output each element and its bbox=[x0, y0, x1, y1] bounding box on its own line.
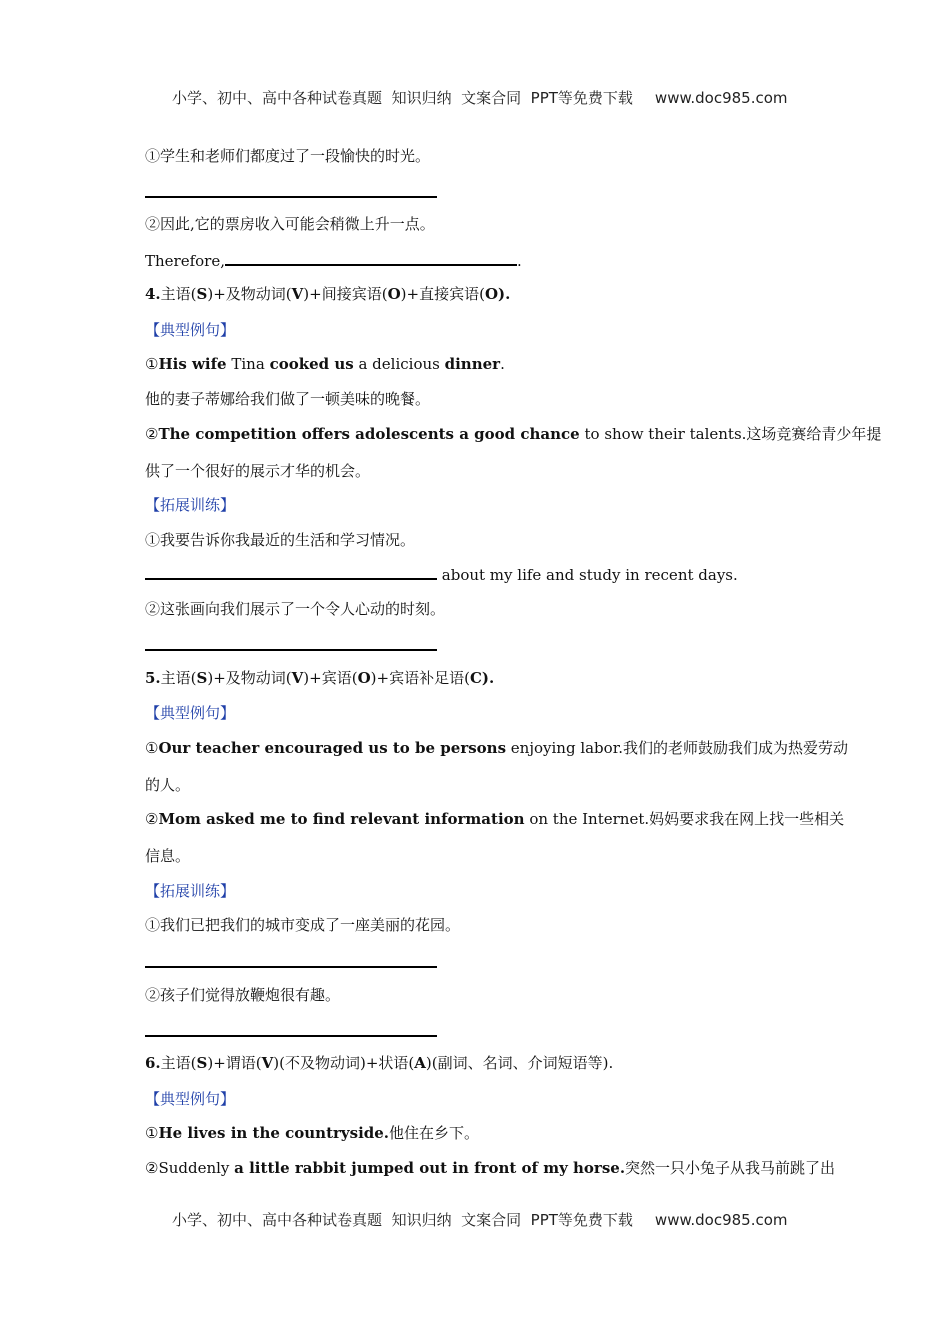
heading-part: V bbox=[291, 669, 304, 687]
ex-part: enjoying labor.我们的老师鼓励我们成为热爱劳动 bbox=[506, 739, 848, 757]
answer-suffix: about my life and study in recent days. bbox=[437, 566, 738, 584]
ex-part: ① bbox=[145, 355, 159, 373]
heading-part: 主语( bbox=[160, 285, 197, 303]
footer-text: 小学、初中、高中各种试卷真题 知识归纳 文案合同 PPT等免费下载 bbox=[172, 1211, 633, 1229]
practice-answer-line bbox=[145, 250, 815, 271]
practice-item: ①学生和老师们都度过了一段愉快的时光。 bbox=[145, 147, 431, 165]
example-sentence bbox=[145, 809, 845, 829]
practice-tag: 【拓展训练】 bbox=[145, 882, 236, 900]
ex-part: His wife bbox=[158, 355, 227, 373]
example-sentence bbox=[145, 738, 848, 758]
example-continuation: 的人。 bbox=[145, 776, 191, 794]
page-header bbox=[0, 69, 950, 108]
example-sentence bbox=[145, 354, 815, 374]
heading-part: O bbox=[387, 285, 401, 303]
ex-part: cooked us bbox=[269, 355, 354, 373]
ex-part: Mom asked me to find relevant information bbox=[158, 810, 525, 828]
header-text: 小学、初中、高中各种试卷真题 知识归纳 文案合同 PPT等免费下载 bbox=[172, 89, 633, 107]
practice-tag: 【拓展训练】 bbox=[145, 496, 236, 514]
section-heading bbox=[145, 1053, 815, 1073]
heading-part: )+谓语( bbox=[207, 1054, 262, 1072]
page-footer bbox=[0, 1191, 950, 1230]
practice-item: ②这张画向我们展示了一个令人心动的时刻。 bbox=[145, 600, 446, 618]
ex-part: ① bbox=[145, 1124, 159, 1142]
example-sentence bbox=[145, 424, 882, 444]
example-tag: 【典型例句】 bbox=[145, 704, 236, 722]
ex-part: on the Internet.妈妈要求我在网上找一些相关 bbox=[524, 810, 845, 828]
heading-part: 主语( bbox=[160, 669, 197, 687]
heading-part: V bbox=[291, 285, 304, 303]
ex-part: 他住在乡下。 bbox=[389, 1124, 480, 1142]
ex-part: ① bbox=[145, 739, 159, 757]
heading-part: O bbox=[357, 669, 371, 687]
section-number: 4. bbox=[145, 285, 161, 303]
answer-blank[interactable] bbox=[145, 564, 437, 580]
ex-part: to show their talents.这场竞赛给青少年提 bbox=[579, 425, 882, 443]
example-sentence bbox=[145, 1123, 815, 1143]
answer-blank[interactable] bbox=[145, 1035, 437, 1037]
heading-part: )+直接宾语( bbox=[400, 285, 485, 303]
answer-blank[interactable] bbox=[145, 196, 437, 198]
ex-part: a delicious bbox=[353, 355, 445, 373]
heading-part: )+间接宾语( bbox=[303, 285, 388, 303]
example-sentence bbox=[145, 1158, 836, 1178]
heading-part: S bbox=[196, 669, 208, 687]
practice-answer-line bbox=[145, 564, 815, 585]
practice-item: ①我们已把我们的城市变成了一座美丽的花园。 bbox=[145, 916, 461, 934]
answer-blank[interactable] bbox=[145, 966, 437, 968]
heading-part: A bbox=[414, 1054, 426, 1072]
section-heading bbox=[145, 668, 815, 688]
practice-item: ①我要告诉你我最近的生活和学习情况。 bbox=[145, 531, 416, 549]
answer-suffix: . bbox=[517, 252, 522, 270]
heading-part: )+及物动词( bbox=[207, 669, 292, 687]
footer-site: www.doc985.com bbox=[654, 1211, 788, 1229]
heading-part: )(副词、名词、介词短语等). bbox=[425, 1054, 614, 1072]
section-number: 5. bbox=[145, 669, 161, 687]
heading-part: ). bbox=[481, 669, 495, 687]
heading-part: V bbox=[261, 1054, 274, 1072]
ex-part: Our teacher encouraged us to be persons bbox=[158, 739, 507, 757]
heading-part: )(不及物动词)+状语( bbox=[273, 1054, 415, 1072]
ex-part: a little rabbit jumped out in front of my horse. bbox=[234, 1159, 626, 1177]
section-heading bbox=[145, 284, 815, 304]
heading-part: )+及物动词( bbox=[207, 285, 292, 303]
example-tag: 【典型例句】 bbox=[145, 1090, 236, 1108]
heading-part: O bbox=[484, 285, 499, 303]
heading-part: S bbox=[196, 285, 208, 303]
header-site: www.doc985.com bbox=[654, 89, 788, 107]
heading-part: C bbox=[469, 669, 482, 687]
ex-part: ②Suddenly bbox=[145, 1159, 235, 1177]
answer-blank[interactable] bbox=[225, 250, 517, 266]
heading-part: ). bbox=[498, 285, 511, 303]
answer-prefix: Therefore, bbox=[145, 252, 225, 270]
example-continuation: 信息。 bbox=[145, 847, 191, 865]
heading-part: )+宾语( bbox=[303, 669, 358, 687]
ex-part: The competition offers adolescents a good chance bbox=[158, 425, 580, 443]
heading-part: )+宾语补足语( bbox=[370, 669, 470, 687]
section-number: 6. bbox=[145, 1054, 161, 1072]
heading-part: 主语( bbox=[160, 1054, 197, 1072]
ex-part: He lives in the countryside. bbox=[158, 1124, 390, 1142]
ex-part: dinner bbox=[444, 355, 501, 373]
example-translation: 他的妻子蒂娜给我们做了一顿美味的晚餐。 bbox=[145, 390, 431, 408]
ex-part: Tina bbox=[226, 355, 270, 373]
example-continuation: 供了一个很好的展示才华的机会。 bbox=[145, 462, 371, 480]
ex-part: 突然一只小兔子从我马前跳了出 bbox=[625, 1159, 836, 1177]
ex-part: ② bbox=[145, 810, 159, 828]
heading-part: S bbox=[196, 1054, 208, 1072]
ex-part: . bbox=[500, 355, 505, 373]
practice-item: ②孩子们觉得放鞭炮很有趣。 bbox=[145, 986, 341, 1004]
ex-part: ② bbox=[145, 425, 159, 443]
answer-blank[interactable] bbox=[145, 649, 437, 651]
example-tag: 【典型例句】 bbox=[145, 321, 236, 339]
practice-item: ②因此,它的票房收入可能会稍微上升一点。 bbox=[145, 215, 435, 233]
